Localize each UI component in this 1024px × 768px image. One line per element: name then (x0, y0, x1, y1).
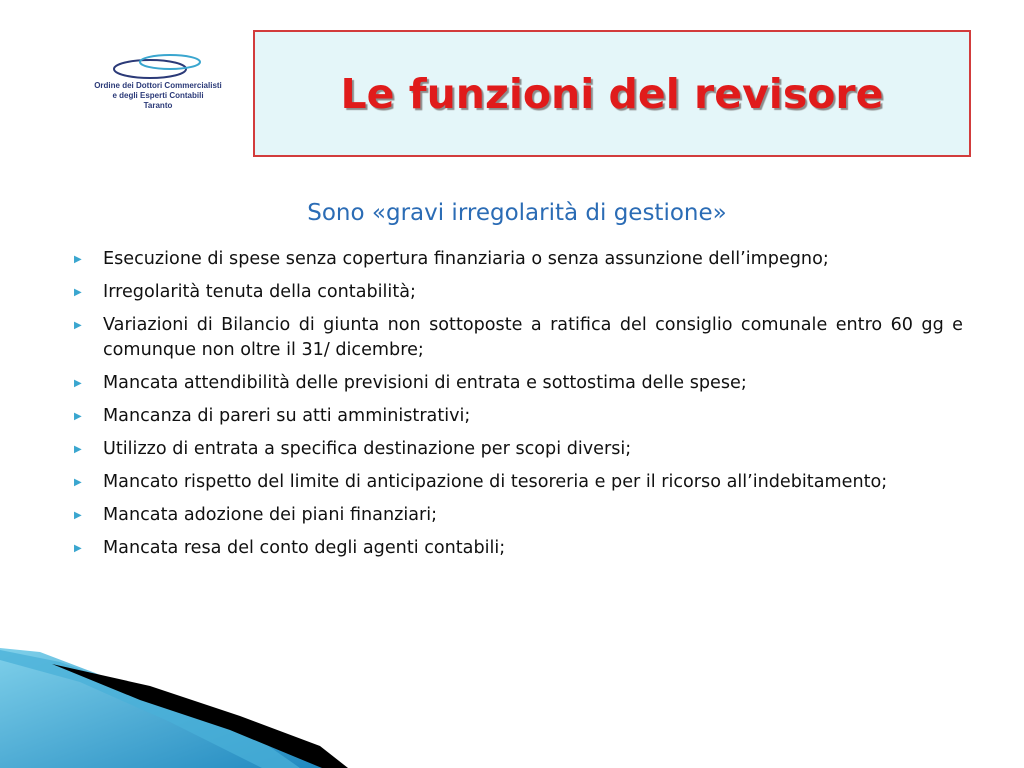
triangle-right-icon: ▶ (74, 510, 82, 521)
list-item-text: Variazioni di Bilancio di giunta non sottoposte a ratifica del consiglio comunale entro 60 gg e comunque non oltre il 31/ dicembre; (103, 315, 963, 360)
triangle-right-icon: ▶ (74, 444, 82, 455)
list-item-text: Mancata adozione dei piani finanziari; (103, 505, 438, 525)
logo-line-1: Ordine dei Dottori Commercialisti (94, 81, 222, 90)
triangle-right-icon: ▶ (74, 378, 82, 389)
list-item-text: Mancata resa del conto degli agenti contabili; (103, 538, 506, 558)
list-item-text: Esecuzione di spese senza copertura finanziaria o senza assunzione dell’impegno; (103, 249, 829, 269)
logo-line-2: e degli Esperti Contabili (112, 91, 204, 100)
list-item-text: Irregolarità tenuta della contabilità; (103, 282, 416, 302)
list-item-text: Mancata attendibilità delle previsioni di entrata e sottostima delle spese; (103, 373, 747, 393)
triangle-right-icon: ▶ (74, 477, 82, 488)
triangle-right-icon: ▶ (74, 287, 82, 298)
triangle-right-icon: ▶ (74, 254, 82, 265)
logo-line-3: Taranto (143, 101, 173, 110)
slide-title: Le funzioni del revisore (340, 69, 884, 118)
list-item-text: Mancato rispetto del limite di anticipazione di tesoreria e per il ricorso all’indebitamento; (103, 472, 888, 492)
triangle-right-icon: ▶ (74, 411, 82, 422)
list-item-text: Mancanza di pareri su atti amministrativi; (103, 406, 471, 426)
triangle-right-icon: ▶ (74, 320, 82, 331)
slide-subtitle: Sono «gravi irregolarità di gestione» (307, 200, 727, 226)
triangle-right-icon: ▶ (74, 543, 82, 554)
list-item-text: Utilizzo di entrata a specifica destinazione per scopi diversi; (103, 439, 632, 459)
